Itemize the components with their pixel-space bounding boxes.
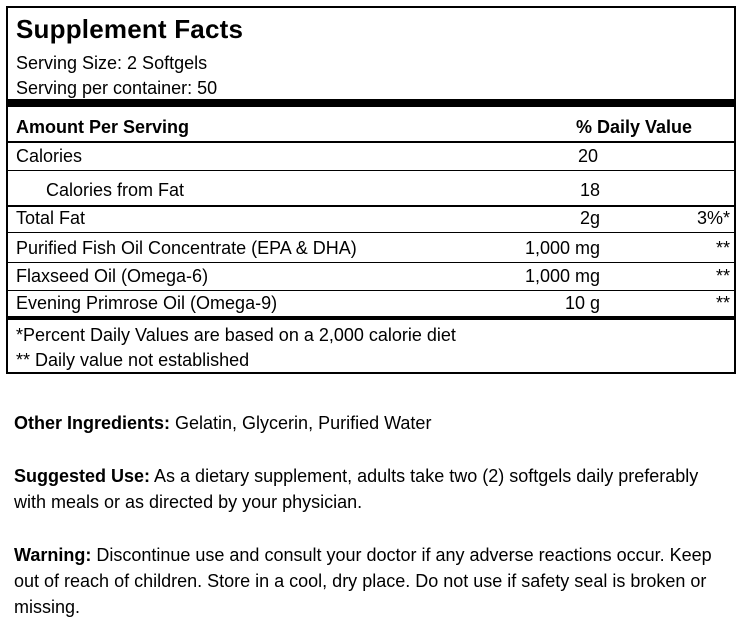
other-ingredients-label: Other Ingredients: (14, 413, 171, 433)
row-name-calories-from-fat: Calories from Fat (46, 180, 185, 200)
row-name-calories: Calories (16, 146, 83, 166)
divider (8, 141, 734, 143)
row-amount-flaxseed-oil: 1,000 mg (524, 266, 600, 286)
row-amount-evening-primrose-oil: 10 g (564, 293, 600, 313)
suggested-use-text: As a dietary supplement, adults take two (2) softgels daily preferably with meals or as directed by your physician. (14, 466, 699, 512)
thick-divider (8, 99, 734, 107)
row-name-evening-primrose-oil: Evening Primrose Oil (Omega-9) (16, 293, 278, 313)
header-amount: Amount Per Serving (16, 117, 190, 137)
row-name-fish-oil: Purified Fish Oil Concentrate (EPA & DHA) (16, 238, 357, 258)
row-dv-flaxseed-oil: ** (715, 266, 730, 286)
warning-label: Warning: (14, 545, 92, 565)
row-name-flaxseed-oil: Flaxseed Oil (Omega-6) (16, 266, 209, 286)
footnote-percent-dv: *Percent Daily Values are based on a 2,000 calorie diet (16, 325, 456, 345)
row-amount-fish-oil: 1,000 mg (524, 238, 600, 258)
thick-divider (8, 316, 734, 320)
divider (8, 262, 734, 263)
divider (8, 232, 734, 233)
row-dv-total-fat: 3%* (696, 208, 730, 228)
suggested-use-label: Suggested Use: (14, 466, 151, 486)
row-dv-fish-oil: ** (715, 238, 730, 258)
other-ingredients (14, 410, 738, 436)
servings-per-container: Serving per container: 50 (16, 78, 218, 98)
divider (8, 205, 734, 207)
footnote-dv-not-established: ** Daily value not established (16, 350, 250, 370)
row-amount-calories: 20 (578, 146, 599, 166)
divider (8, 170, 734, 171)
warning-text: Discontinue use and consult your doctor if any adverse reactions occur. Keep out of reach of children. Store in a cool, dry place. Do not use if safety seal is broken or missing. (14, 545, 712, 617)
row-name-total-fat: Total Fat (16, 208, 86, 228)
row-dv-evening-primrose-oil: ** (715, 293, 730, 313)
row-amount-total-fat: 2g (579, 208, 600, 228)
warning (14, 542, 738, 620)
supplement-facts-panel (6, 6, 736, 374)
divider (8, 290, 734, 291)
row-amount-calories-from-fat: 18 (580, 180, 601, 200)
suggested-use (14, 463, 726, 515)
header-dv: % Daily Value (576, 117, 693, 137)
serving-size: Serving Size: 2 Softgels (16, 53, 208, 73)
other-ingredients-text: Gelatin, Glycerin, Purified Water (170, 413, 432, 433)
panel-title: Supplement Facts (16, 14, 244, 44)
